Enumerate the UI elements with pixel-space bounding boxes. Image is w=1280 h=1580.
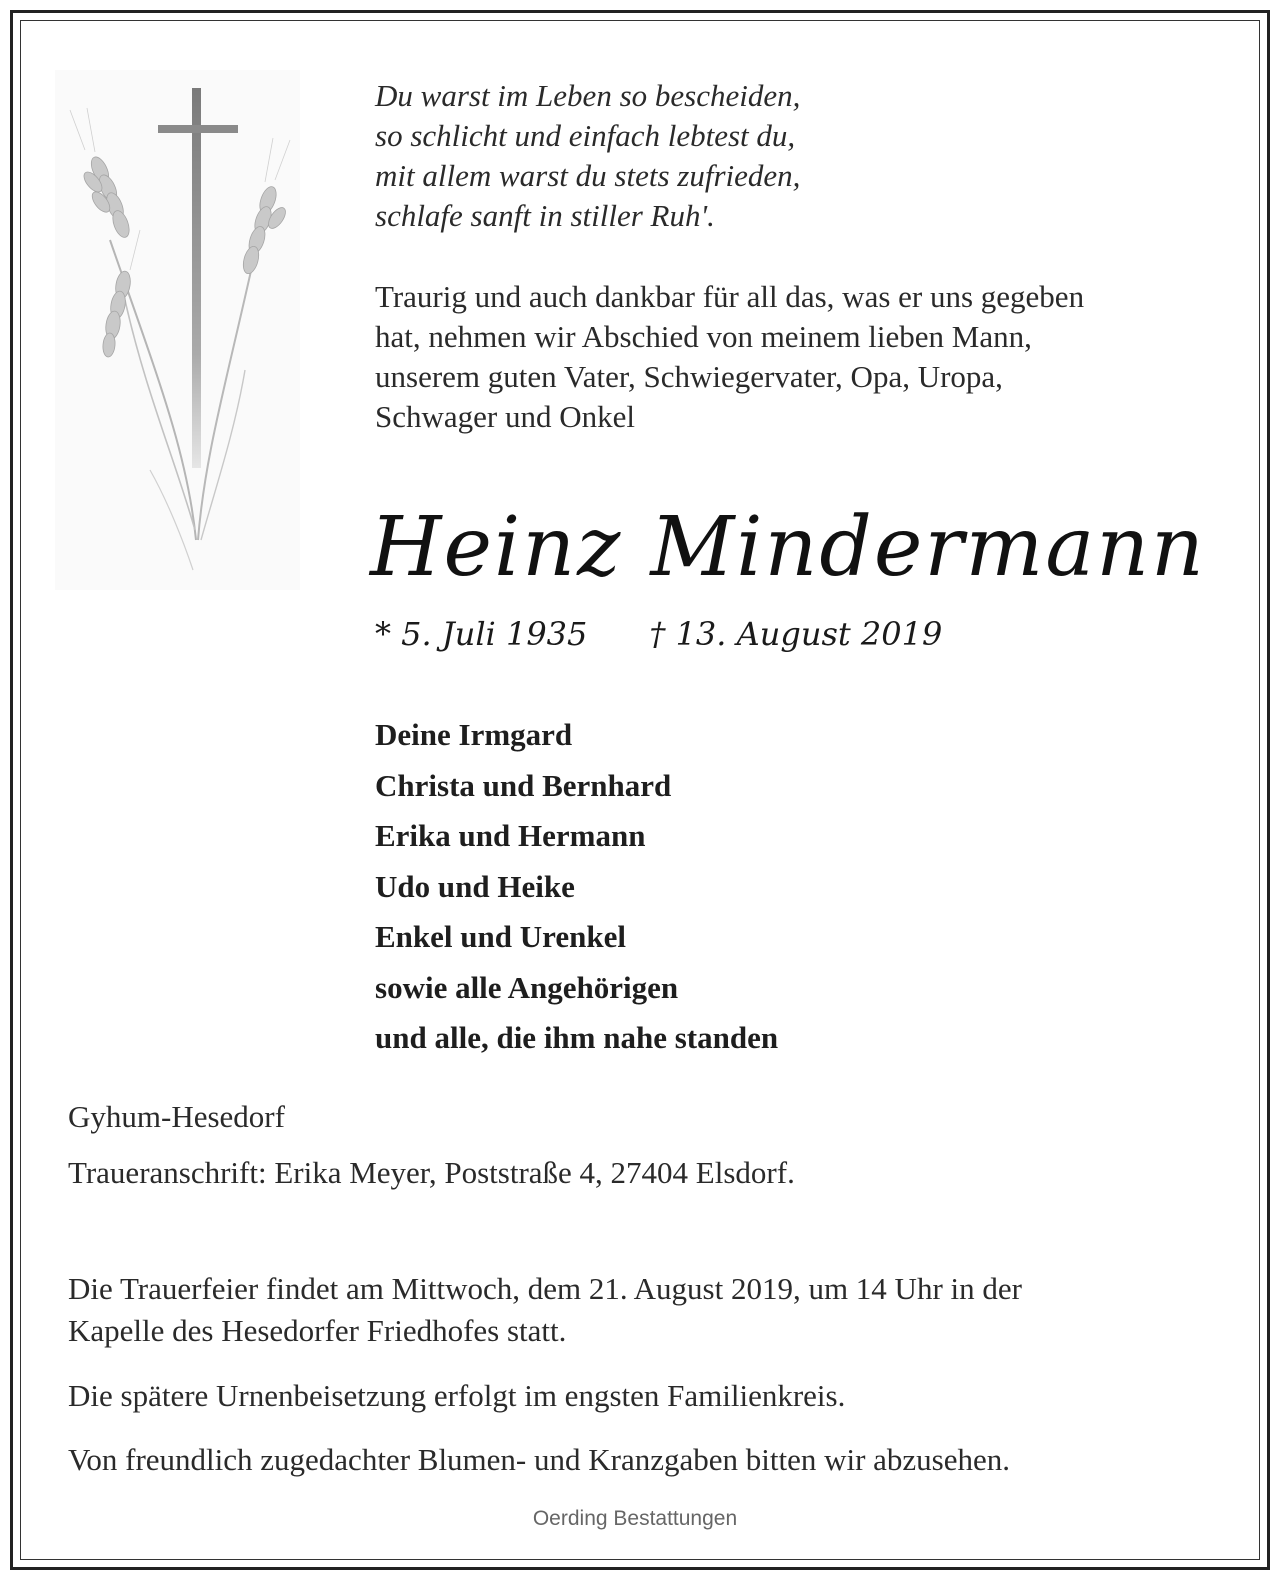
verse-line: so schlicht und einfach lebtest du, <box>375 118 796 153</box>
intro-line: unserem guten Vater, Schwiegervater, Opa, Uropa, <box>375 359 1003 394</box>
death-date: † 13. August 2019 <box>649 615 943 653</box>
intro-text <box>375 277 1225 437</box>
mourner-line: sowie alle Angehörigen <box>375 969 679 1005</box>
verse-line: Du warst im Leben so bescheiden, <box>375 78 801 113</box>
mourner-line: Enkel und Urenkel <box>375 919 626 954</box>
deceased-name: Heinz Mindermann <box>370 500 1206 595</box>
cross-with-wheat-icon <box>55 70 300 590</box>
verse-line: schlafe sanft in stiller Ruh'. <box>375 198 715 233</box>
flowers-notice: Von freundlich zugedachter Blumen- und Kranzgaben bitten wir abzusehen. <box>68 1442 1011 1477</box>
urn-notice: Die spätere Urnenbeisetzung erfolgt im engsten Familienkreis. <box>68 1378 846 1413</box>
mourner-line: und alle, die ihm nahe standen <box>375 1020 779 1055</box>
funeral-notice <box>68 1268 1218 1352</box>
mourner-line: Udo und Heike <box>375 868 575 904</box>
verse-line: mit allem warst du stets zufrieden, <box>375 158 801 193</box>
mourning-address: Traueranschrift: Erika Meyer, Poststraße 4, 27404 Elsdorf. <box>68 1155 795 1190</box>
undertaker-credit: Oerding Bestattungen <box>532 1507 738 1530</box>
place: Gyhum-Hesedorf <box>68 1099 285 1134</box>
mourner-line: Christa und Bernhard <box>375 767 672 803</box>
intro-line: hat, nehmen wir Abschied von meinem lieben Mann, <box>375 319 1032 354</box>
funeral-line: Kapelle des Hesedorfer Friedhofes statt. <box>68 1313 567 1348</box>
verse <box>375 76 800 236</box>
birth-date: * 5. Juli 1935 <box>375 615 588 653</box>
mourners-list <box>375 710 778 1064</box>
intro-line: Traurig und auch dankbar für all das, was er uns gegeben <box>375 279 1085 314</box>
life-dates <box>375 612 942 656</box>
mourner-line: Deine Irmgard <box>375 717 573 752</box>
funeral-line: Die Trauerfeier findet am Mittwoch, dem 21. August 2019, um 14 Uhr in der <box>68 1271 1022 1306</box>
intro-line: Schwager und Onkel <box>375 399 635 434</box>
mourner-line: Erika und Hermann <box>375 818 646 853</box>
